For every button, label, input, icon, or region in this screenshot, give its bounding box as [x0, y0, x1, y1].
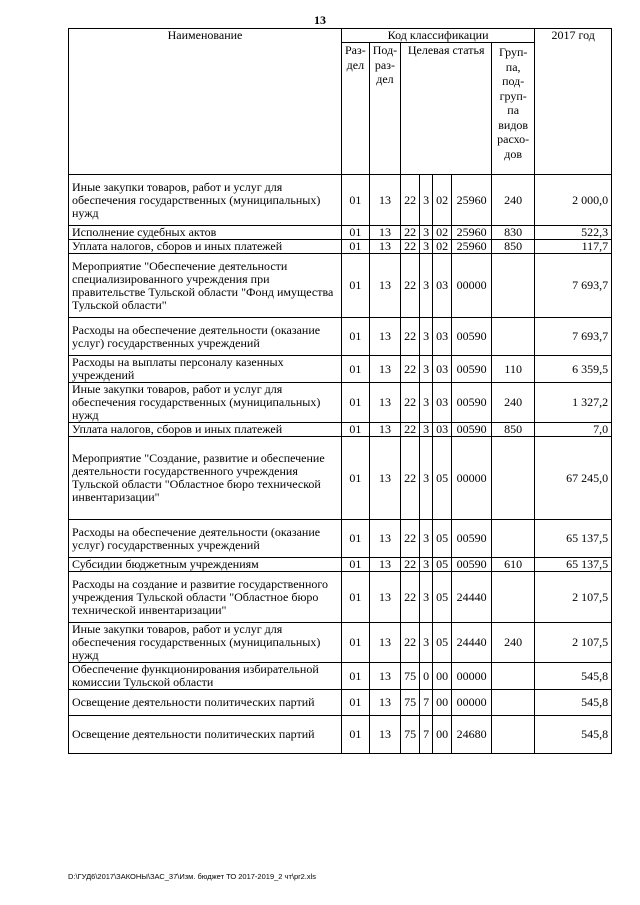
cell-ts1: 22 — [401, 558, 420, 572]
cell-ts2: 7 — [420, 690, 433, 716]
cell-ts1: 22 — [401, 572, 420, 623]
cell-ts4: 25960 — [452, 226, 492, 240]
cell-razdel: 01 — [342, 318, 370, 356]
cell-ts3: 05 — [433, 558, 452, 572]
cell-amount: 7 693,7 — [535, 318, 612, 356]
cell-ts4: 00590 — [452, 520, 492, 558]
cell-podrazdel: 13 — [369, 318, 400, 356]
cell-ts2: 3 — [420, 383, 433, 423]
cell-name: Освещение деятельности политических партий — [69, 716, 342, 754]
header-group: Груп- па, под- груп- па видов расхо- дов — [492, 43, 535, 175]
page-number: 13 — [314, 13, 326, 27]
cell-ts1: 22 — [401, 240, 420, 254]
cell-podrazdel: 13 — [369, 716, 400, 754]
cell-name: Обеспечение функционирования избирательной комиссии Тульской области — [69, 663, 342, 690]
cell-podrazdel: 13 — [369, 623, 400, 663]
cell-razdel: 01 — [342, 572, 370, 623]
cell-ts1: 75 — [401, 663, 420, 690]
table-row — [69, 437, 612, 520]
budget-table — [68, 28, 612, 754]
cell-ts3: 03 — [433, 318, 452, 356]
cell-ts3: 00 — [433, 690, 452, 716]
cell-ts1: 22 — [401, 383, 420, 423]
cell-ts1: 22 — [401, 318, 420, 356]
table-row — [69, 558, 612, 572]
cell-podrazdel: 13 — [369, 356, 400, 383]
cell-ts4: 00000 — [452, 690, 492, 716]
cell-razdel: 01 — [342, 226, 370, 240]
cell-ts1: 22 — [401, 356, 420, 383]
cell-vr: 240 — [492, 623, 535, 663]
cell-ts3: 05 — [433, 520, 452, 558]
cell-razdel: 01 — [342, 437, 370, 520]
cell-vr — [492, 572, 535, 623]
header-year: 2017 год — [535, 29, 612, 175]
cell-ts4: 00590 — [452, 383, 492, 423]
cell-ts3: 05 — [433, 572, 452, 623]
cell-amount: 6 359,5 — [535, 356, 612, 383]
cell-name: Иные закупки товаров, работ и услуг для обеспечения государственных (муниципальных) нужд — [69, 623, 342, 663]
cell-name: Расходы на выплаты персоналу казенных учреждений — [69, 356, 342, 383]
table-row — [69, 690, 612, 716]
cell-vr: 830 — [492, 226, 535, 240]
cell-ts3: 03 — [433, 423, 452, 437]
cell-ts1: 22 — [401, 623, 420, 663]
cell-vr: 850 — [492, 423, 535, 437]
cell-ts2: 3 — [420, 356, 433, 383]
cell-podrazdel: 13 — [369, 520, 400, 558]
cell-name: Уплата налогов, сборов и иных платежей — [69, 240, 342, 254]
cell-amount: 65 137,5 — [535, 558, 612, 572]
cell-name: Расходы на создание и развитие государственного учреждения Тульской области "Областное бюро технической инвентаризации" — [69, 572, 342, 623]
cell-ts2: 3 — [420, 423, 433, 437]
cell-ts2: 3 — [420, 437, 433, 520]
cell-amount: 522,3 — [535, 226, 612, 240]
cell-amount: 65 137,5 — [535, 520, 612, 558]
cell-vr — [492, 318, 535, 356]
cell-amount: 545,8 — [535, 716, 612, 754]
header-target: Целевая статья — [401, 43, 492, 175]
table-row — [69, 254, 612, 318]
header-razdel: Раз- дел — [342, 43, 370, 175]
table-row — [69, 572, 612, 623]
cell-ts3: 05 — [433, 623, 452, 663]
cell-ts4: 00000 — [452, 254, 492, 318]
cell-amount: 67 245,0 — [535, 437, 612, 520]
cell-vr — [492, 254, 535, 318]
cell-podrazdel: 13 — [369, 690, 400, 716]
cell-vr — [492, 437, 535, 520]
cell-ts1: 75 — [401, 690, 420, 716]
cell-vr — [492, 690, 535, 716]
cell-ts3: 02 — [433, 226, 452, 240]
cell-ts2: 7 — [420, 716, 433, 754]
cell-ts3: 05 — [433, 437, 452, 520]
cell-ts4: 00000 — [452, 437, 492, 520]
cell-podrazdel: 13 — [369, 175, 400, 226]
header-name: Наименование — [69, 29, 342, 175]
cell-podrazdel: 13 — [369, 226, 400, 240]
table-row — [69, 423, 612, 437]
cell-razdel: 01 — [342, 520, 370, 558]
cell-vr: 240 — [492, 175, 535, 226]
cell-ts2: 0 — [420, 663, 433, 690]
table-row — [69, 663, 612, 690]
cell-podrazdel: 13 — [369, 254, 400, 318]
footer-path: D:\ГУД6\2017\ЗАКОНЫ\ЗАС_37\Изм. бюджет ТО 2017-2019_2 чт\pr2.xls — [68, 872, 317, 881]
cell-vr — [492, 716, 535, 754]
cell-ts1: 22 — [401, 423, 420, 437]
table-row — [69, 623, 612, 663]
cell-ts2: 3 — [420, 623, 433, 663]
cell-ts1: 22 — [401, 226, 420, 240]
cell-ts1: 75 — [401, 716, 420, 754]
header-code: Код классификации — [342, 29, 535, 43]
cell-ts2: 3 — [420, 240, 433, 254]
cell-ts2: 3 — [420, 226, 433, 240]
cell-vr: 850 — [492, 240, 535, 254]
cell-ts2: 3 — [420, 558, 433, 572]
cell-ts4: 00000 — [452, 663, 492, 690]
cell-vr: 110 — [492, 356, 535, 383]
cell-razdel: 01 — [342, 690, 370, 716]
table-row — [69, 318, 612, 356]
cell-razdel: 01 — [342, 383, 370, 423]
cell-ts4: 25960 — [452, 240, 492, 254]
cell-podrazdel: 13 — [369, 663, 400, 690]
cell-ts1: 22 — [401, 437, 420, 520]
cell-amount: 7 693,7 — [535, 254, 612, 318]
cell-razdel: 01 — [342, 423, 370, 437]
cell-ts2: 3 — [420, 520, 433, 558]
cell-name: Мероприятие "Создание, развитие и обеспечение деятельности государственного учреждения Тульской области "Областное бюро технической инвентаризации" — [69, 437, 342, 520]
cell-ts4: 24440 — [452, 623, 492, 663]
cell-amount: 1 327,2 — [535, 383, 612, 423]
cell-razdel: 01 — [342, 623, 370, 663]
cell-podrazdel: 13 — [369, 437, 400, 520]
cell-ts2: 3 — [420, 318, 433, 356]
cell-name: Иные закупки товаров, работ и услуг для обеспечения государственных (муниципальных) нужд — [69, 175, 342, 226]
table-row — [69, 226, 612, 240]
cell-ts3: 03 — [433, 254, 452, 318]
cell-podrazdel: 13 — [369, 423, 400, 437]
cell-ts1: 22 — [401, 254, 420, 318]
cell-ts3: 02 — [433, 175, 452, 226]
cell-vr: 240 — [492, 383, 535, 423]
cell-amount: 2 000,0 — [535, 175, 612, 226]
cell-ts4: 00590 — [452, 356, 492, 383]
cell-razdel: 01 — [342, 558, 370, 572]
cell-ts3: 02 — [433, 240, 452, 254]
cell-razdel: 01 — [342, 663, 370, 690]
cell-ts4: 24680 — [452, 716, 492, 754]
cell-amount: 2 107,5 — [535, 572, 612, 623]
cell-name: Субсидии бюджетным учреждениям — [69, 558, 342, 572]
table-row — [69, 383, 612, 423]
header-podrazdel: Под- раз- дел — [369, 43, 400, 175]
table-row — [69, 716, 612, 754]
cell-ts4: 25960 — [452, 175, 492, 226]
cell-ts4: 00590 — [452, 318, 492, 356]
cell-name: Расходы на обеспечение деятельности (оказание услуг) государственных учреждений — [69, 520, 342, 558]
cell-amount: 2 107,5 — [535, 623, 612, 663]
cell-name: Уплата налогов, сборов и иных платежей — [69, 423, 342, 437]
cell-amount: 117,7 — [535, 240, 612, 254]
cell-name: Освещение деятельности политических партий — [69, 690, 342, 716]
cell-amount: 545,8 — [535, 690, 612, 716]
cell-amount: 545,8 — [535, 663, 612, 690]
cell-ts1: 22 — [401, 175, 420, 226]
cell-ts4: 00590 — [452, 558, 492, 572]
cell-ts1: 22 — [401, 520, 420, 558]
cell-vr — [492, 520, 535, 558]
table-row — [69, 356, 612, 383]
table-row — [69, 240, 612, 254]
cell-ts4: 00590 — [452, 423, 492, 437]
cell-name: Иные закупки товаров, работ и услуг для обеспечения государственных (муниципальных) нужд — [69, 383, 342, 423]
cell-ts3: 03 — [433, 356, 452, 383]
table-row — [69, 520, 612, 558]
cell-amount: 7,0 — [535, 423, 612, 437]
cell-ts2: 3 — [420, 254, 433, 318]
cell-podrazdel: 13 — [369, 383, 400, 423]
cell-name: Расходы на обеспечение деятельности (оказание услуг) государственных учреждений — [69, 318, 342, 356]
cell-podrazdel: 13 — [369, 558, 400, 572]
cell-ts3: 03 — [433, 383, 452, 423]
cell-razdel: 01 — [342, 254, 370, 318]
cell-ts4: 24440 — [452, 572, 492, 623]
cell-ts3: 00 — [433, 663, 452, 690]
cell-ts2: 3 — [420, 175, 433, 226]
cell-razdel: 01 — [342, 240, 370, 254]
cell-podrazdel: 13 — [369, 572, 400, 623]
cell-ts2: 3 — [420, 572, 433, 623]
cell-name: Исполнение судебных актов — [69, 226, 342, 240]
cell-ts3: 00 — [433, 716, 452, 754]
cell-podrazdel: 13 — [369, 240, 400, 254]
cell-razdel: 01 — [342, 356, 370, 383]
cell-razdel: 01 — [342, 175, 370, 226]
table-row — [69, 175, 612, 226]
cell-vr — [492, 663, 535, 690]
cell-vr: 610 — [492, 558, 535, 572]
cell-name: Мероприятие "Обеспечение деятельности специализированного учреждения при правительстве Тульской области "Фонд имущества Тульской области" — [69, 254, 342, 318]
table-body — [69, 175, 612, 754]
cell-razdel: 01 — [342, 716, 370, 754]
